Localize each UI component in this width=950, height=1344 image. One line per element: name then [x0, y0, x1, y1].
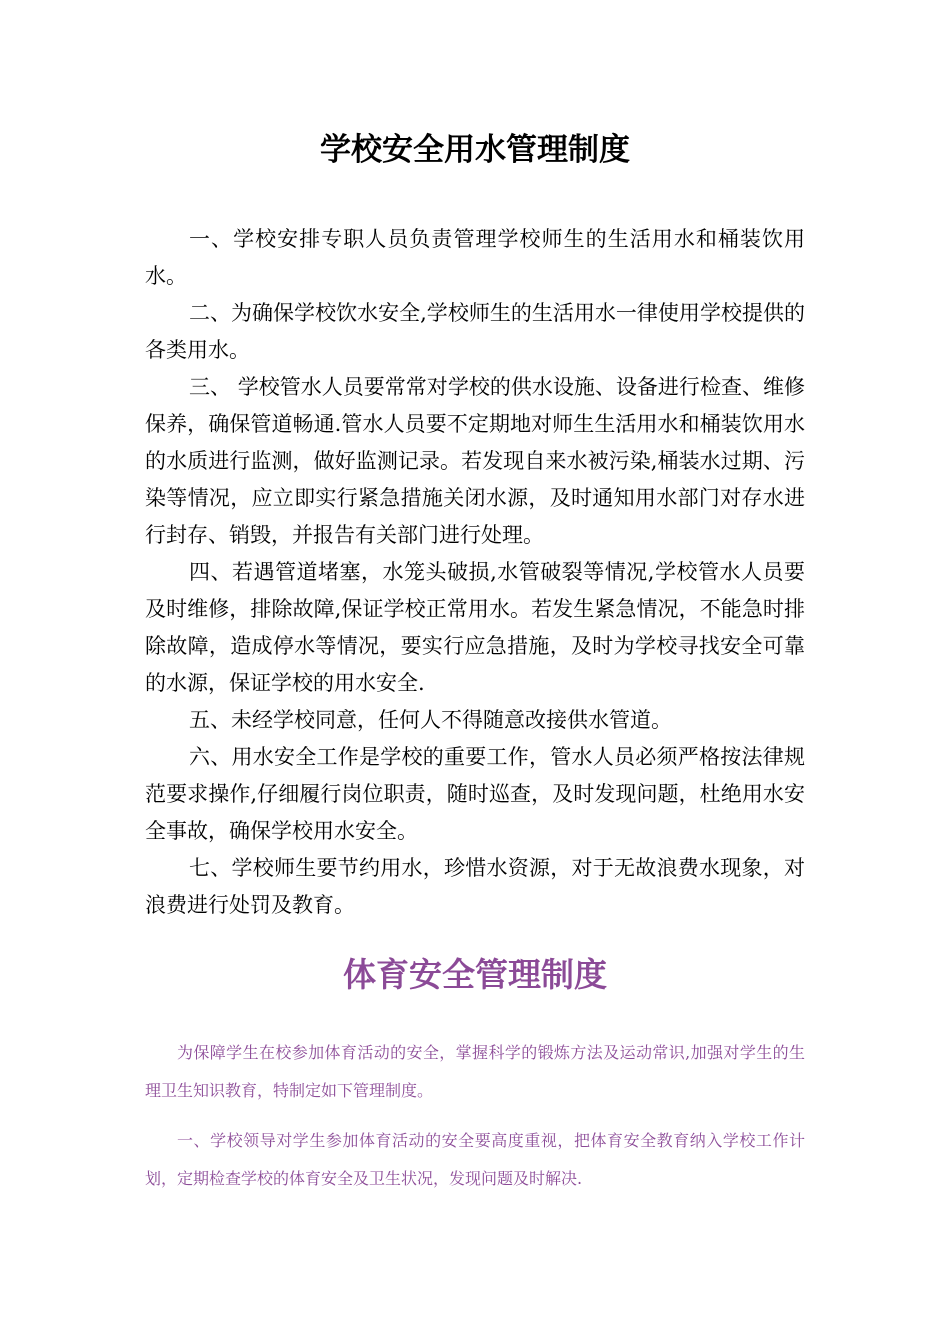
- water-safety-clause-1: 一、学校安排专职人员负责管理学校师生的生活用水和桶装饮用水。: [145, 227, 805, 288]
- water-safety-clause-4: 四、若遇管道堵塞，水笼头破损,水管破裂等情况,学校管水人员要及时维修，排除故障,保证学校正常用水。若发生紧急情况，不能急时排除故障，造成停水等情况，要实行应急措施，及时为学校寻找安全可靠的水源，保证学校的用水安全.: [145, 560, 805, 695]
- water-safety-clause-6: 六、用水安全工作是学校的重要工作，管水人员必须严格按法律规范要求操作,仔细履行岗位职责，随时巡查，及时发现问题，杜绝用水安全事故，确保学校用水安全。: [145, 745, 805, 843]
- water-safety-clause-3: 三、 学校管水人员要常常对学校的供水设施、设备进行检查、维修保养，确保管道畅通.管水人员要不定期地对师生生活用水和桶装饮用水的水质进行监测，做好监测记录。若发现自来水被污染,桶装水过期、污染等情况，应立即实行紧急措施关闭水源，及时通知用水部门对存水进行封存、销毁，并报告有关部门进行处理。: [145, 375, 805, 547]
- water-safety-clause-5: 五、未经学校同意，任何人不得随意改接供水管道。: [189, 708, 672, 732]
- sports-safety-title: 体育安全管理制度: [343, 955, 607, 994]
- water-safety-title: 学校安全用水管理制度: [320, 132, 630, 168]
- water-safety-clause-2: 二、为确保学校饮水安全,学校师生的生活用水一律使用学校提供的各类用水。: [145, 301, 805, 362]
- water-safety-clause-7: 七、学校师生要节约用水，珍惜水资源，对于无故浪费水现象，对浪费进行处罚及教育。: [145, 856, 805, 917]
- sports-safety-body: [145, 1034, 805, 1210]
- sports-safety-intro: 为保障学生在校参加体育活动的安全，掌握科学的锻炼方法及运动常识,加强对学生的生理卫生知识教育，特制定如下管理制度。: [145, 1043, 805, 1100]
- water-safety-body: [145, 221, 805, 924]
- sports-safety-clause-1: 一、学校领导对学生参加体育活动的安全要高度重视，把体育安全教育纳入学校工作计划，定期检查学校的体育安全及卫生状况，发现问题及时解决.: [145, 1131, 805, 1188]
